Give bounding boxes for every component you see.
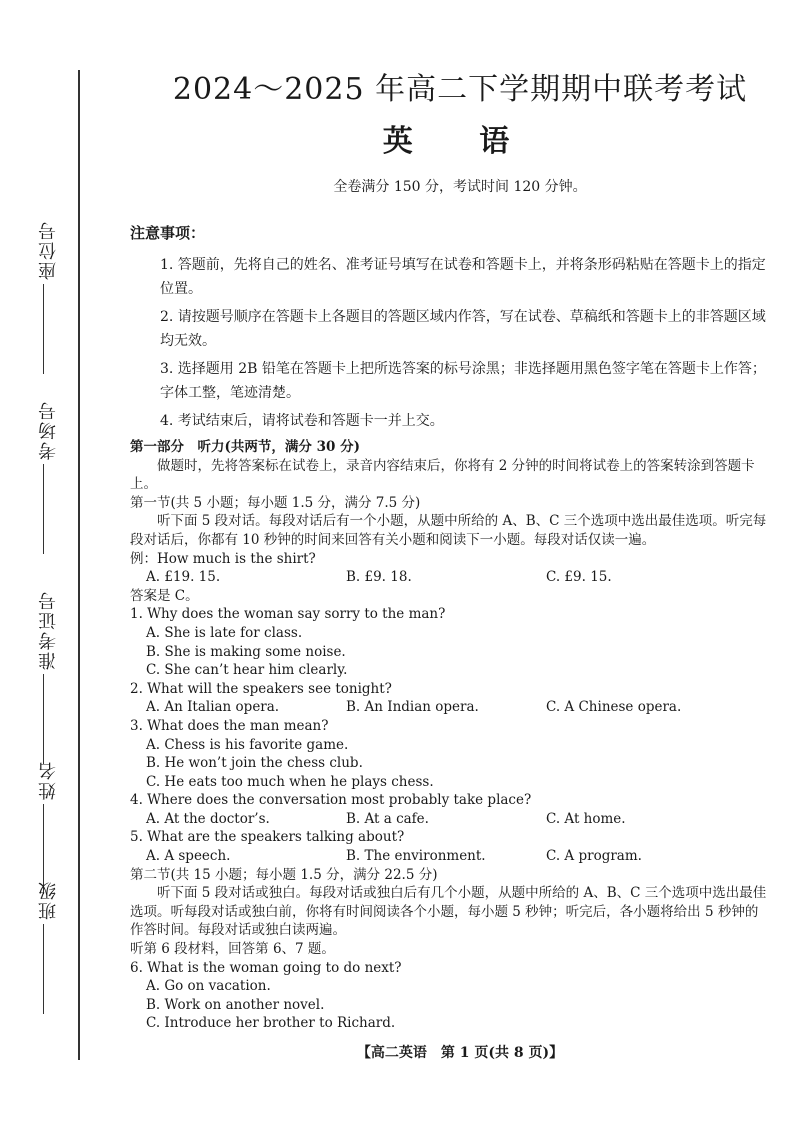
room-field: [36, 400, 62, 558]
question-6: 6. What is the woman going to do next?: [130, 959, 402, 976]
option: C. £9. 15.: [546, 569, 612, 586]
seat-field: [36, 220, 62, 378]
option: A. £19. 15.: [146, 569, 221, 586]
q2-options: [130, 698, 770, 717]
notice-block: [130, 222, 770, 437]
name-label: 姓名: [38, 760, 59, 800]
option: A. At the doctor’s.: [146, 810, 270, 827]
option: C. At home.: [546, 810, 626, 827]
option: B. She is making some noise.: [146, 643, 346, 660]
room-blank[interactable]: [43, 464, 45, 554]
notice-item: 2. 请按题号顺序在答题卡上各题目的答题区域内作答，写在试卷、草稿纸和答题卡上的非答题区域均无效。: [160, 309, 766, 349]
exam-id-label: 准考证号: [38, 590, 59, 670]
part1-content: [130, 438, 770, 1033]
class-label: 班级: [38, 880, 59, 920]
option: A. A speech.: [146, 848, 231, 865]
question-2: 2. What will the speakers see tonight?: [130, 680, 392, 697]
notice-heading: 注意事项：: [130, 224, 206, 242]
option: A. Go on vacation.: [146, 978, 271, 995]
option: C. She can’t hear him clearly.: [146, 662, 348, 679]
score-line: 全卷满分 150 分，考试时间 120 分钟。: [333, 179, 587, 195]
option: B. He won’t join the chess club.: [146, 755, 363, 772]
exam-title: 2024～2025 年高二下学期期中联考考试: [172, 72, 748, 107]
section2-heading: 第二节(共 15 小题；每小题 1.5 分，满分 22.5 分): [130, 866, 438, 883]
section1-intro: 听下面 5 段对话。每段对话后有一个小题，从题中所给的 A、B、C 三个选项中选出最佳选项。听完每段对话后，你都有 10 秒钟的时间来回答有关小题和阅读下一小题。每段对话仅读一遍。: [130, 513, 767, 548]
option: B. At a cafe.: [346, 810, 429, 827]
example-options: [130, 568, 770, 587]
option: C. He eats too much when he plays chess.: [146, 773, 434, 790]
section2-intro: 听下面 5 段对话或独白。每段对话或独白后有几个小题，从题中所给的 A、B、C 三个选项中选出最佳选项。听每段对话或独白前，你将有时间阅读各个小题，每小题 5 秒钟；听完后，各小题将给出 5 秒钟的作答时间。每段对话或独白读两遍。: [130, 885, 767, 939]
part1-intro: 做题时，先将答案标在试卷上，录音内容结束后，你将有 2 分钟的时间将试卷上的答案转涂到答题卡上。: [130, 457, 755, 493]
option: A. She is late for class.: [146, 624, 303, 641]
option: C. A Chinese opera.: [546, 699, 682, 716]
notice-item: 1. 答题前，先将自己的姓名、准考证号填写在试卷和答题卡上，并将条形码粘贴在答题卡上的指定位置。: [160, 257, 766, 297]
name-field: [36, 760, 62, 898]
option: B. Work on another novel.: [146, 996, 325, 1013]
exam-id-field: [36, 590, 62, 768]
seat-blank[interactable]: [43, 284, 45, 374]
class-field: [36, 880, 62, 1018]
part1-heading: 第一部分 听力(共两节，满分 30 分): [130, 439, 360, 455]
binding-line: [78, 70, 80, 1060]
notice-item: 3. 选择题用 2B 铅笔在答题卡上把所选答案的标号涂黑；非选择题用黑色签字笔在答题卡上作答；字体工整，笔迹清楚。: [160, 361, 766, 401]
option: A. Chess is his favorite game.: [146, 736, 349, 753]
question-4: 4. Where does the conversation most probably take place?: [130, 792, 532, 809]
room-label: 考场号: [38, 400, 59, 460]
notice-item: 4. 考试结束后，请将试卷和答题卡一并上交。: [160, 413, 444, 429]
option: C. Introduce her brother to Richard.: [146, 1015, 396, 1032]
binding-margin: [0, 0, 80, 1132]
option: A. An Italian opera.: [146, 699, 280, 716]
seat-label: 座位号: [38, 220, 59, 280]
example-question: 例：How much is the shirt?: [130, 550, 316, 567]
option: B. The environment.: [346, 848, 486, 865]
example-answer: 答案是 C。: [130, 587, 199, 604]
q5-options: [130, 847, 770, 866]
question-1: 1. Why does the woman say sorry to the man?: [130, 606, 446, 623]
class-blank[interactable]: [43, 924, 45, 1014]
option: C. A program.: [546, 848, 642, 865]
q4-options: [130, 810, 770, 829]
page-footer: 【高二英语 第 1 页(共 8 页)】: [356, 1045, 564, 1061]
exam-id-blank[interactable]: [43, 674, 45, 764]
material-6: 听第 6 段材料，回答第 6、7 题。: [130, 941, 335, 958]
subject-title: 英 语: [382, 124, 538, 159]
question-5: 5. What are the speakers talking about?: [130, 829, 405, 846]
option: B. An Indian opera.: [346, 699, 479, 716]
question-3: 3. What does the man mean?: [130, 717, 329, 734]
section1-heading: 第一节(共 5 小题；每小题 1.5 分，满分 7.5 分): [130, 494, 421, 511]
option: B. £9. 18.: [346, 569, 412, 586]
